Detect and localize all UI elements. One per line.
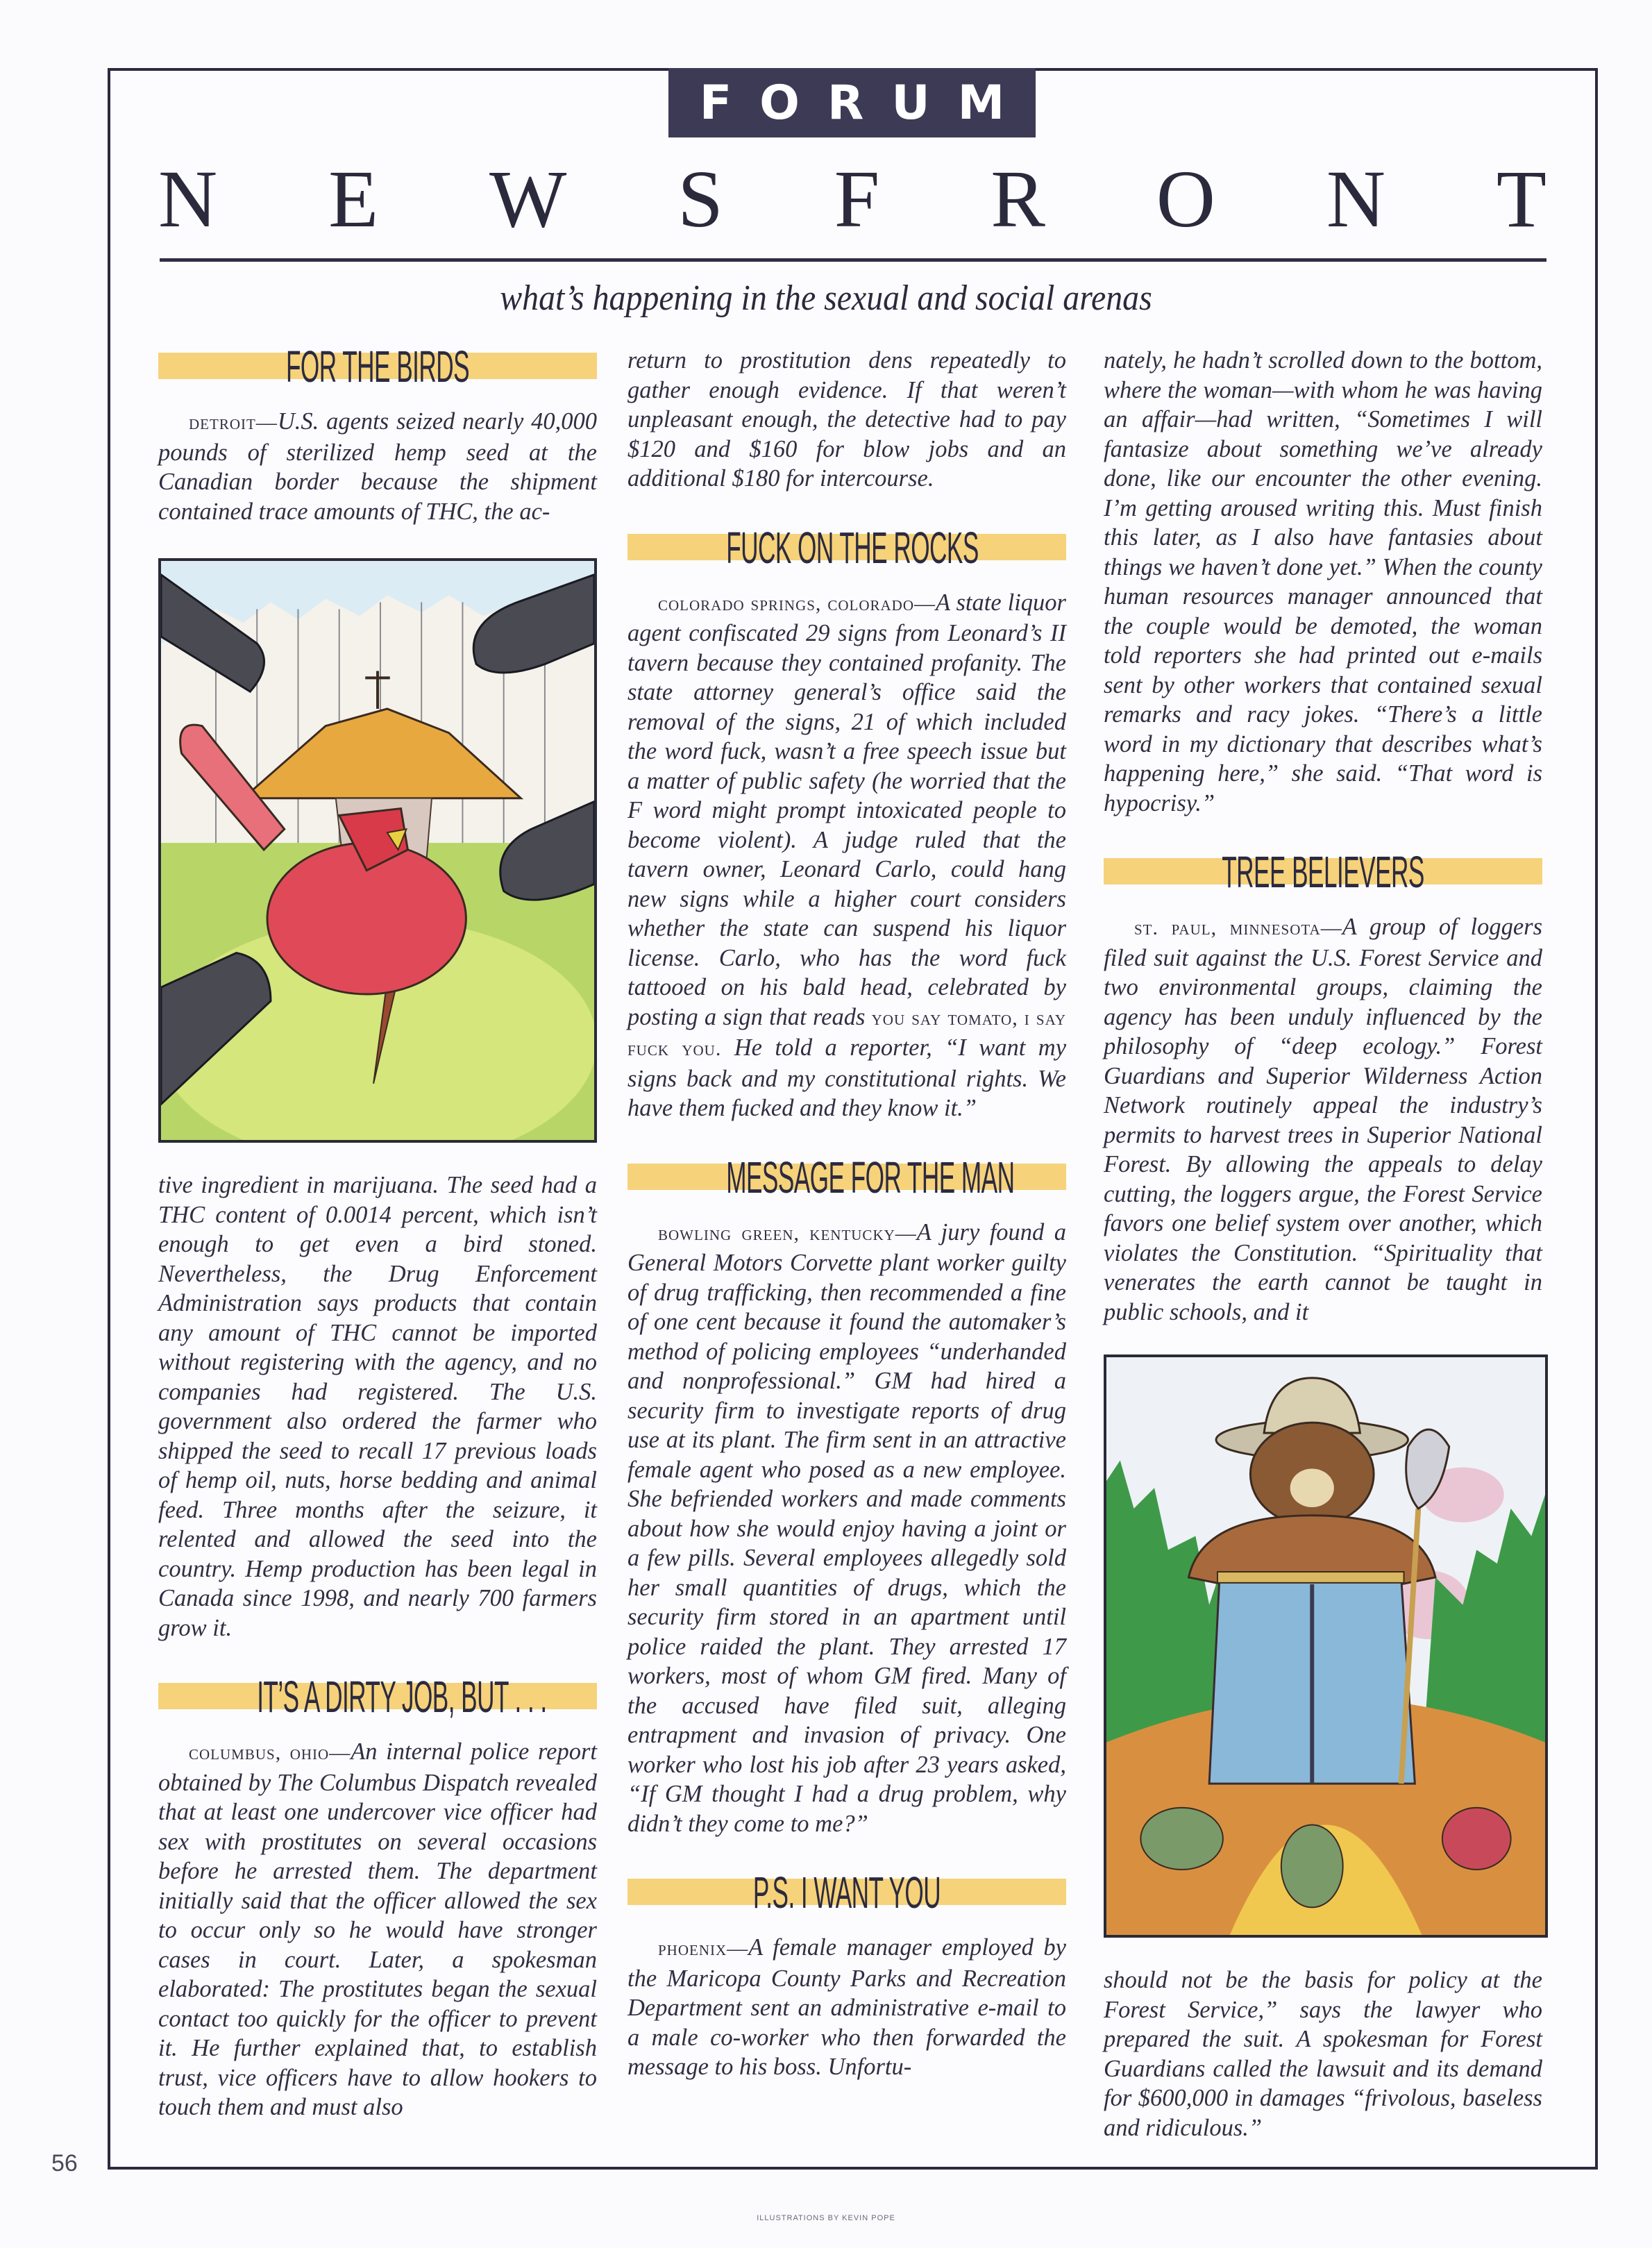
headline-ps-i-want-you: P.S. I WANT YOU	[627, 1866, 1066, 1922]
dateline: columbus, ohio—	[189, 1741, 351, 1764]
dateline: detroit—	[189, 411, 278, 434]
dateline: st. paul, minnesota—	[1134, 916, 1342, 939]
masthead-letter: T	[1496, 153, 1546, 244]
headline-fuck-on-the-rocks: FUCK ON THE ROCKS	[627, 521, 1066, 577]
masthead-letter: R	[991, 153, 1045, 244]
smokey-bear-illustration-icon	[1106, 1357, 1545, 1935]
masthead-letter: N	[1326, 153, 1386, 244]
article-body: colorado springs, colorado—A state liquor agent confiscated 29 signs from Leonard’s II tavern because they contained profanity. The state attorney general’s office said the removal of the signs, 21 of which included the word fuck, wasn’t a free speech issue but a matter of public safety (he worried that the F word might prompt intoxicated people to become violent). A judge ruled that the tavern owner, Leonard Carlo, could hang new signs while a higher court considers whether the state can suspend his liquor license. Carlo, who has the word fuck tattooed on his bald head, celebrated by posting a sign that reads you say tomato, i say fuck you. He told a reporter, “I want my signs back and my constitutional rights. We have them fucked and they know it.”	[627, 589, 1067, 1121]
article-body: st. paul, minnesota—A group of loggers filed suit against the U.S. Forest Service and two environmental groups, claiming the agency has been unduly influenced by the philosophy of “deep ecology.” Forest Guardians and Superior Wilderness Action Network routinely appeal the industry’s permits to harvest trees in Superior National Forest. By allowing the appeals to delay cutting, the loggers argue, the Forest Service favors one belief system over another, which violates the Constitution. “Spirituality that venerates the earth cannot be taught in public schools, and it	[1104, 914, 1542, 1325]
illustration-credit: ILLUSTRATIONS BY KEVIN POPE	[757, 2214, 895, 2222]
article-body: bowling green, kentucky—A jury found a General Motors Corvette plant worker guilty of drug trafficking, then recommended a fine of one cent because it found the automaker’s method of policing employees “underhanded and nonprofessional.” GM had hired a security firm to investigate reports of drug use at its plant. The firm sent in an attractive female agent who posed as a new employee. She befriended workers and made comments about how she would enjoy having a joint or a few pills. Several employees allegedly sold her small quantities of drugs, which the security firm stored in an apartment until police raided the plant. They arrested 17 workers, most of whom GM fired. Many of the accused have filed suit, alleging entrapment and invasion of privacy. One worker who lost his job after 23 years asked, “If GM thought I had a drug problem, why didn’t they come to me?”	[627, 1218, 1066, 1837]
section-label-box	[668, 68, 1036, 137]
dateline: bowling green, kentucky—	[658, 1221, 917, 1245]
page-number: 56	[51, 2150, 78, 2176]
masthead-letter: E	[328, 153, 379, 244]
masthead-rule	[160, 258, 1546, 262]
column-3	[1104, 346, 1542, 2142]
dateline: phoenix—	[658, 1937, 749, 1960]
dateline: colorado springs, colorado—	[658, 592, 936, 615]
article-body: detroit—U.S. agents seized nearly 40,000 pounds of sterilized hemp seed at the Canadian border because the shipment contained trace amounts of THC, the ac-	[158, 408, 597, 525]
headline-for-the-birds: FOR THE BIRDS	[158, 340, 597, 396]
masthead-letter: O	[1156, 153, 1215, 244]
article-body: phoenix—A female manager employed by the Maricopa County Parks and Recreation Department sent an administrative e-mail to a male co-worker who then forwarded the message to his boss. Unfortu-	[627, 1934, 1066, 2080]
column-1	[158, 340, 597, 2122]
tagline: what’s happening in the sexual and social arenas	[500, 278, 1152, 318]
masthead-letter: F	[834, 153, 880, 244]
column-2	[627, 346, 1066, 2082]
masthead-letter: W	[489, 153, 567, 244]
section-label: FORUM	[699, 75, 1033, 131]
article-body-continued: return to prostitution dens repeatedly to gather enough evidence. If that weren’t unpleasant enough, the detective had to pay $120 and $160 for blow jobs and an additional $180 for intercourse.	[627, 347, 1066, 492]
headline-dirty-job: IT’S A DIRTY JOB, BUT . . .	[158, 1670, 597, 1726]
headline-tree-believers: TREE BELIEVERS	[1104, 846, 1542, 901]
headline-message-for-the-man: MESSAGE FOR THE MAN	[627, 1151, 1066, 1207]
sign-text: you say tomato, i say fuck you.	[627, 1006, 1066, 1060]
article-body-continued: nately, he hadn’t scrolled down to the bottom, where the woman—with whom he was having an affair—had written, “Sometimes I will fantasize about something we’ve already done, like our encounter the other evening. I’m getting aroused writing this. Must finish this later, as I also have fantasies about things we haven’t done yet.” When the county human resources manager announced that the couple would be demoted, the woman told reporters she had printed out e-mails sent by other workers that contained sexual remarks and racy jokes. “There’s a little word in my dictionary that describes what’s happening here,” she said. “That word is hypocrisy.”	[1104, 347, 1542, 816]
masthead-title	[158, 154, 1546, 244]
article-body-continued: tive ingredient in marijuana. The seed had a THC content of 0.0014 percent, which isn’t enough to get even a bird stoned. Nevertheless, the Drug Enforcement Administration says products that contain any amount of THC cannot be imported without registering with the agency, and no companies had registered. The U.S. government also ordered the farmer who shipped the seed to recall 17 previous loads of hemp oil, nuts, horse bedding and animal feed. Three months after the seizure, it relented and allowed the seed into the country. Hemp production has been legal in Canada since 1998, and nearly 700 farmers grow it.	[158, 1172, 597, 1641]
illustration-cardinal	[158, 558, 597, 1143]
masthead-letter: N	[158, 153, 218, 244]
cardinal-illustration-icon	[161, 561, 594, 1140]
article-body: columbus, ohio—An internal police report obtained by The Columbus Dispatch revealed that at least one undercover vice officer had sex with prostitutes on several occasions before he arrested them. The department initially said that the officer allowed the sex to occur only so he would have stronger cases in court. Later, a spokesman elaborated: The prostitutes began the sexual contact too quickly for the officer to prevent it. He further explained that, to establish trust, vice officers have to allow hookers to touch them and must also	[158, 1738, 597, 2120]
illustration-smokey-bear	[1104, 1354, 1548, 1938]
article-body-continued: should not be the basis for policy at the Forest Service,” says the lawyer who prepared the suit. A spokesman for Forest Guardians called the lawsuit and its demand for $600,000 in damages “frivolous, baseless and ridiculous.”	[1104, 1967, 1542, 2141]
masthead-letter: S	[677, 153, 723, 244]
